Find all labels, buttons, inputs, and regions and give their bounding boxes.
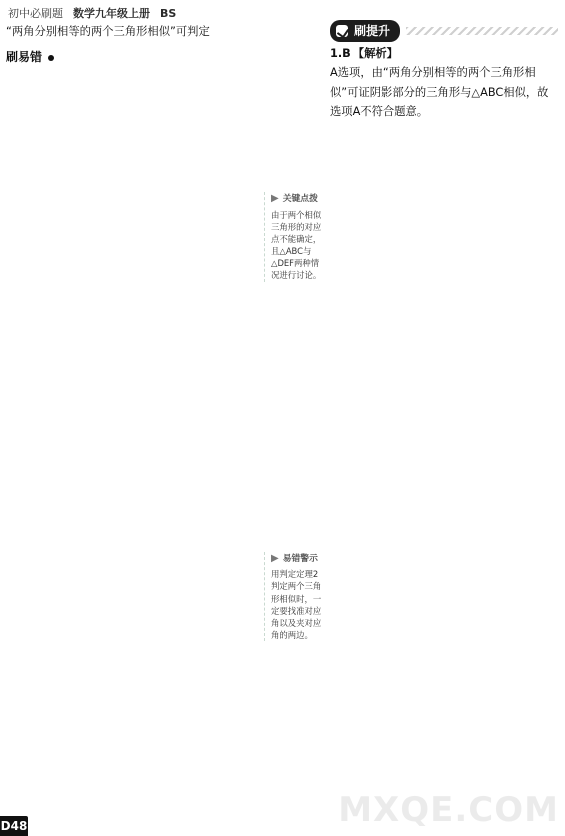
header-rule — [406, 27, 558, 35]
edition-tag: BS — [160, 6, 177, 20]
subject-title: 数学九年级上册 — [73, 7, 150, 20]
page-number: D48 — [0, 816, 28, 836]
margin-note-2 — [264, 552, 326, 642]
right-column — [330, 22, 558, 816]
page-header — [8, 4, 557, 22]
arrow-right-icon: ▶ — [271, 193, 279, 204]
margin-note-1 — [264, 192, 326, 282]
margin-notes — [264, 192, 326, 641]
margin-note-title-text: 易错警示 — [282, 553, 318, 564]
left-item-1 — [6, 22, 264, 41]
watermark: MXQE.COM — [338, 790, 559, 830]
left-items — [6, 22, 264, 41]
margin-note-body: 用判定定理2判定两个三角形相似时，一定要找准对应角以及夹对应角的两边。 — [271, 569, 322, 641]
boost-badge-label: 刷提升 — [354, 23, 391, 38]
margin-note-title — [271, 192, 326, 207]
margin-column — [264, 22, 326, 816]
margin-note-title — [271, 552, 326, 567]
right-item-1 — [330, 44, 558, 122]
text-line — [330, 63, 558, 121]
section-errors-title — [6, 47, 264, 68]
check-icon — [336, 25, 348, 37]
right-items — [330, 44, 558, 122]
section-dot-icon — [48, 55, 54, 61]
book-title: 初中必刷题 — [8, 7, 63, 20]
item-type: 【解析】 — [352, 47, 398, 60]
text-run: “两角分别相等的两个三角形相似”可判定 — [6, 25, 210, 38]
left-column — [6, 22, 264, 816]
item-answer: B — [342, 47, 351, 60]
text-line — [6, 22, 264, 41]
text-run: A选项，由“两角分别相等的两个三角形相似”可证阴影部分的三角形与△ABC相似，故选项A不符合题意。 — [330, 66, 549, 119]
margin-note-body: 由于两个相似三角形的对应点不能确定，且△ABC与△DEF两种情况进行讨论。 — [271, 209, 322, 281]
arrow-right-icon: ▶ — [271, 552, 279, 564]
margin-note-title-text: 关键点拨 — [282, 193, 318, 204]
section-errors-label: 刷易错 — [6, 50, 43, 65]
item-number: 1. — [330, 47, 343, 60]
item-heading — [330, 44, 558, 63]
boost-badge — [330, 20, 400, 43]
right-section-header — [330, 22, 558, 40]
